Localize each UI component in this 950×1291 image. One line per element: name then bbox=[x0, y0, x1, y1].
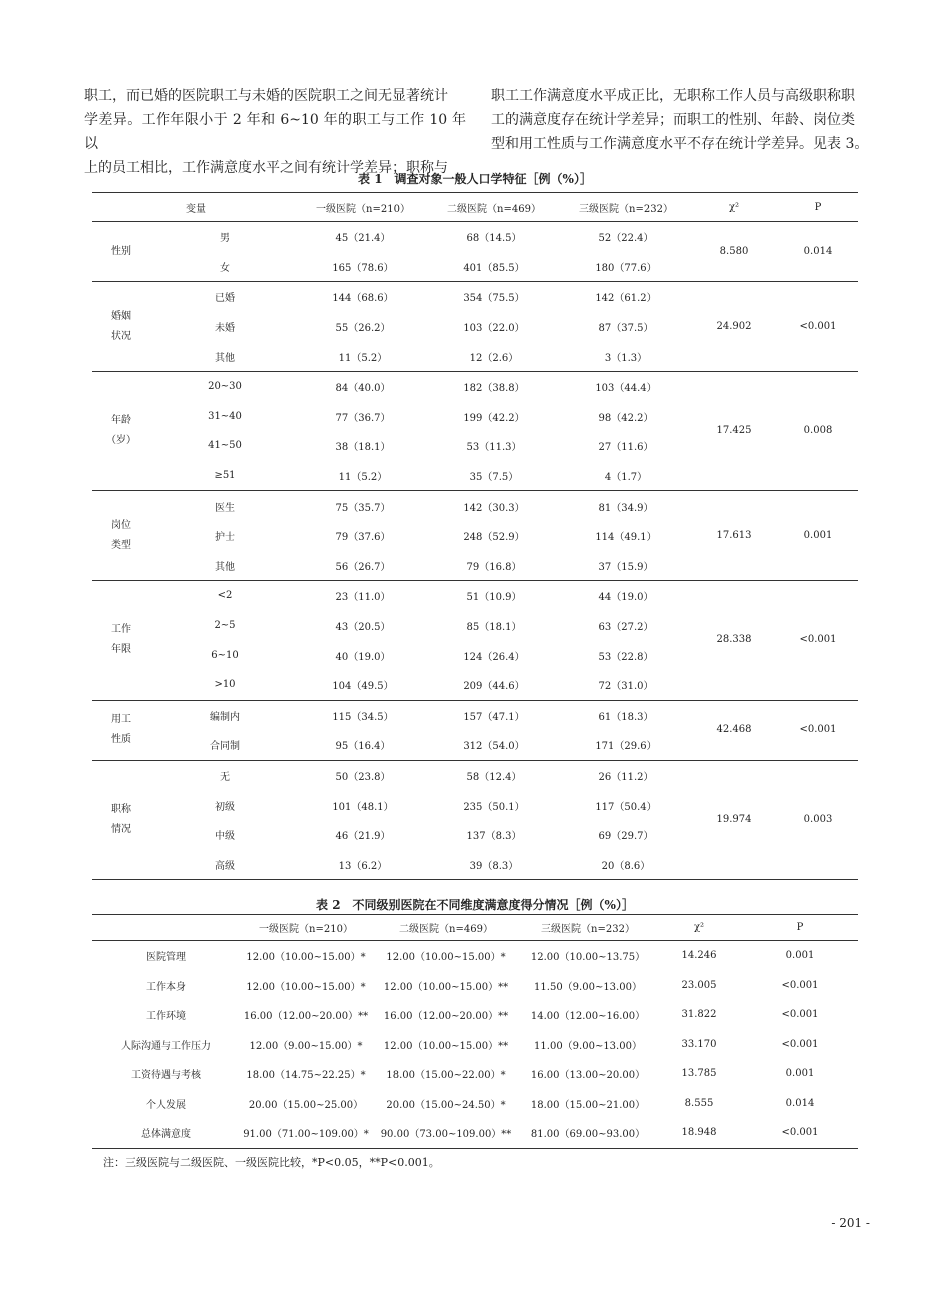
table1-group-label: 用工 性质 bbox=[92, 700, 150, 760]
table-note: 注：三级医院与二级医院、一级医院比较，*P<0.05，**P<0.001。 bbox=[103, 1156, 440, 1169]
table1-cell: 84（40.0） bbox=[300, 371, 426, 401]
table1-cell: 144（68.6） bbox=[300, 282, 426, 312]
table1-cell: 171（29.6） bbox=[595, 741, 657, 753]
table1-cell: 56（26.7） bbox=[335, 561, 391, 573]
body-line: 职工，而已婚的医院职工与未婚的医院职工之间无显著统计 bbox=[84, 88, 448, 104]
table2-cell: 18.948 bbox=[681, 1127, 717, 1139]
table2-satisfaction bbox=[92, 914, 858, 1149]
table1-cell: 124（26.4） bbox=[463, 651, 525, 663]
table1-category: 无 bbox=[150, 760, 300, 790]
table2-row bbox=[92, 971, 858, 1001]
table1-group-chi: 19.974 bbox=[690, 760, 778, 879]
table1-row bbox=[92, 760, 858, 790]
table1-category: 2~5 bbox=[214, 620, 236, 632]
table1-category: 41~50 bbox=[208, 440, 242, 452]
table1-cell: 104（49.5） bbox=[332, 681, 394, 693]
page-number: - 201 - bbox=[831, 1216, 870, 1230]
table2-header-dimension bbox=[92, 915, 240, 941]
table2-cell: 18.00（15.00~22.00）* bbox=[386, 1070, 506, 1082]
table1-cell: 53（22.8） bbox=[598, 651, 654, 663]
table2-cell: 11.50（9.00~13.00） bbox=[534, 981, 642, 993]
table1-category: 初级 bbox=[215, 801, 235, 813]
table1-category: 女 bbox=[220, 262, 230, 274]
table1-cell: 85（18.1） bbox=[466, 622, 522, 634]
table1-cell: 98（42.2） bbox=[598, 412, 654, 424]
table1-cell: 180（77.6） bbox=[595, 262, 657, 274]
table1-row bbox=[92, 491, 858, 521]
table2-cell: 81.00（69.00~93.00） bbox=[530, 1129, 646, 1141]
table1-group-label: 婚姻 状况 bbox=[92, 282, 150, 372]
table1-cell: 79（37.6） bbox=[335, 532, 391, 544]
table2-cell: <0.001 bbox=[781, 979, 819, 991]
table1-cell: 103（44.4） bbox=[562, 371, 690, 401]
table1-cell: 40（19.0） bbox=[335, 651, 391, 663]
table2-cell: 11.00（9.00~13.00） bbox=[534, 1040, 642, 1052]
table1-group-label: 年龄 （岁） bbox=[92, 371, 150, 490]
body-line: 工的满意度存在统计学差异；而职工的性别、年龄、岗位类 bbox=[491, 112, 855, 128]
table1-category: 6~10 bbox=[211, 649, 239, 661]
table1-cell: 69（29.7） bbox=[598, 831, 654, 843]
table1-cell: 51（10.9） bbox=[426, 581, 562, 611]
table2-row bbox=[92, 1118, 858, 1148]
table2-cell: 12.00（10.00~15.00）* bbox=[246, 952, 366, 964]
table1-header-chi: χ² bbox=[690, 193, 778, 222]
table1-cell: 52（22.4） bbox=[598, 233, 654, 245]
table1-group-chi: 8.580 bbox=[719, 245, 749, 257]
table1-cell: 53（11.3） bbox=[466, 442, 522, 454]
table2-cell: <0.001 bbox=[781, 1038, 819, 1050]
table1-category: 高级 bbox=[215, 860, 235, 872]
table1-body bbox=[92, 222, 858, 880]
table2-cell: 0.001 bbox=[785, 1068, 815, 1080]
table1-cell: 401（85.5） bbox=[463, 262, 525, 274]
table2-cell: 20.00（15.00~25.00） bbox=[248, 1099, 364, 1111]
table1-cell: 37（15.9） bbox=[598, 561, 654, 573]
body-line: 学差异。工作年限小于 2 年和 6~10 年的职工与工作 10 年以 bbox=[84, 112, 466, 152]
table1-cell: 46（21.9） bbox=[335, 831, 391, 843]
table1-category: 其他 bbox=[215, 352, 235, 364]
table1-group-label: 工作 年限 bbox=[92, 581, 150, 700]
table1-cell: 20（8.6） bbox=[601, 860, 651, 872]
table2-dimension: 工作环境 bbox=[146, 1011, 186, 1023]
table1-cell: 142（30.3） bbox=[426, 491, 562, 521]
table1-category: 编制内 bbox=[150, 700, 300, 730]
table2-row bbox=[92, 1030, 858, 1060]
table2-cell: 12.00（10.00~15.00）** bbox=[383, 981, 509, 993]
table1-group-p: 0.014 bbox=[803, 245, 833, 257]
table2-cell: 20.00（15.00~24.50）* bbox=[386, 1099, 506, 1111]
table1-header-level3: 三级医院（n=232） bbox=[562, 193, 690, 222]
table1-group-p: 0.003 bbox=[778, 760, 858, 879]
table2-cell: 23.005 bbox=[681, 979, 717, 991]
table2-cell: <0.001 bbox=[781, 1127, 819, 1139]
table1-cell: 13（6.2） bbox=[338, 860, 388, 872]
table2-cell: 0.014 bbox=[785, 1097, 815, 1109]
table1-cell: 182（38.8） bbox=[426, 371, 562, 401]
table1-group-p: 0.001 bbox=[778, 491, 858, 581]
table1-cell: 61（18.3） bbox=[562, 700, 690, 730]
table2-cell: 90.00（73.00~109.00）** bbox=[380, 1129, 512, 1141]
table1-cell: 26（11.2） bbox=[562, 760, 690, 790]
table1-category: 31~40 bbox=[208, 410, 242, 422]
table2-header-p: P bbox=[742, 915, 858, 941]
table1-cell: 23（11.0） bbox=[300, 581, 426, 611]
table1-row bbox=[92, 700, 858, 730]
table1-category: 未婚 bbox=[215, 323, 235, 335]
table2-cell: 14.246 bbox=[681, 950, 717, 962]
table1-demographics bbox=[92, 192, 858, 880]
table1-group-label: 性别 bbox=[111, 245, 131, 257]
table2-caption: 表 2 不同级别医院在不同维度满意度得分情况［例（%）］ bbox=[316, 898, 634, 912]
table2-cell: 12.00（10.00~15.00）* bbox=[386, 952, 506, 964]
table1-cell: 77（36.7） bbox=[335, 412, 391, 424]
table1-row bbox=[92, 282, 858, 312]
table1-cell: 44（19.0） bbox=[562, 581, 690, 611]
table1-caption: 表 1 调查对象一般人口学特征［例（%）］ bbox=[358, 172, 592, 186]
table1-category: 其他 bbox=[215, 561, 235, 573]
table1-cell: 3（1.3） bbox=[604, 352, 648, 364]
table2-dimension: 人际沟通与工作压力 bbox=[121, 1040, 211, 1052]
table1-category: ≥51 bbox=[214, 470, 236, 482]
table1-cell: 81（34.9） bbox=[562, 491, 690, 521]
table2-dimension: 工资待遇与考核 bbox=[131, 1070, 201, 1082]
table1-cell: 58（12.4） bbox=[426, 760, 562, 790]
table1-row bbox=[92, 581, 858, 611]
table1-group-chi: 42.468 bbox=[690, 700, 778, 760]
table2-dimension: 总体满意度 bbox=[141, 1129, 191, 1141]
table1-cell: 38（18.1） bbox=[335, 442, 391, 454]
table1-cell: 157（47.1） bbox=[426, 700, 562, 730]
table1-cell: 11（5.2） bbox=[338, 472, 388, 484]
table1-cell: 117（50.4） bbox=[595, 801, 657, 813]
table2-header-chi: χ² bbox=[656, 915, 742, 941]
table2-dimension: 个人发展 bbox=[146, 1099, 186, 1111]
table1-cell: 95（16.4） bbox=[335, 741, 391, 753]
table1-cell: 142（61.2） bbox=[562, 282, 690, 312]
table1-category: 20~30 bbox=[150, 371, 300, 401]
table1-group-label: 职称 情况 bbox=[92, 760, 150, 879]
table1-category: 已婚 bbox=[150, 282, 300, 312]
table2-header-level3: 三级医院（n=232） bbox=[520, 915, 656, 941]
table2-cell: 33.170 bbox=[681, 1038, 717, 1050]
table2-cell: 91.00（71.00~109.00）* bbox=[243, 1129, 369, 1141]
body-text-right-column bbox=[491, 84, 873, 156]
table2-cell: 16.00（13.00~20.00） bbox=[530, 1070, 646, 1082]
table1-category: >10 bbox=[214, 679, 236, 691]
table1-group-chi: 17.613 bbox=[690, 491, 778, 581]
table1-cell: 55（26.2） bbox=[335, 323, 391, 335]
table1-cell: 68（14.5） bbox=[466, 233, 522, 245]
table2-header-row bbox=[92, 915, 858, 941]
table1-category: <2 bbox=[150, 581, 300, 611]
table2-cell: <0.001 bbox=[781, 1009, 819, 1021]
table2-row bbox=[92, 1000, 858, 1030]
table1-header-variable: 变量 bbox=[92, 193, 300, 222]
table2-row bbox=[92, 1059, 858, 1089]
table1-cell: 199（42.2） bbox=[463, 412, 525, 424]
table2-cell: 16.00（12.00~20.00）** bbox=[243, 1011, 369, 1023]
body-line: 上的员工相比，工作满意度水平之间有统计学差异；职称与 bbox=[84, 160, 448, 176]
table2-row bbox=[92, 941, 858, 971]
table1-category: 合同制 bbox=[210, 741, 240, 753]
table1-cell: 43（20.5） bbox=[335, 622, 391, 634]
table1-cell: 354（75.5） bbox=[426, 282, 562, 312]
table1-cell: 45（21.4） bbox=[335, 233, 391, 245]
table1-group-chi: 28.338 bbox=[690, 581, 778, 700]
table1-cell: 312（54.0） bbox=[463, 741, 525, 753]
table2-dimension: 医院管理 bbox=[146, 952, 186, 964]
table2-cell: 12.00（9.00~15.00）* bbox=[249, 1040, 363, 1052]
table1-cell: 235（50.1） bbox=[463, 801, 525, 813]
table1-row bbox=[92, 222, 858, 252]
table1-cell: 72（31.0） bbox=[598, 681, 654, 693]
table2-cell: 31.822 bbox=[681, 1009, 717, 1021]
table1-header-row bbox=[92, 193, 858, 222]
table2-dimension: 工作本身 bbox=[146, 981, 186, 993]
table2-cell: 14.00（12.00~16.00） bbox=[530, 1011, 646, 1023]
table1-row bbox=[92, 371, 858, 401]
table2-header-level1: 一级医院（n=210） bbox=[240, 915, 372, 941]
table1-cell: 11（5.2） bbox=[338, 352, 388, 364]
table2-cell: 12.00（10.00~15.00）* bbox=[246, 981, 366, 993]
table2-body bbox=[92, 941, 858, 1149]
table1-group-chi: 17.425 bbox=[690, 371, 778, 490]
table1-category: 护士 bbox=[215, 532, 235, 544]
table1-cell: 248（52.9） bbox=[463, 532, 525, 544]
table1-cell: 75（35.7） bbox=[300, 491, 426, 521]
table1-cell: 39（8.3） bbox=[469, 860, 519, 872]
table1-cell: 4（1.7） bbox=[604, 472, 648, 484]
table1-header-level2: 二级医院（n=469） bbox=[426, 193, 562, 222]
table1-cell: 114（49.1） bbox=[595, 532, 657, 544]
table2-cell: 12.00（10.00~15.00）** bbox=[383, 1040, 509, 1052]
table1-header-level1: 一级医院（n=210） bbox=[300, 193, 426, 222]
table1-cell: 101（48.1） bbox=[332, 801, 394, 813]
table1-cell: 35（7.5） bbox=[469, 472, 519, 484]
table1-group-p: 0.008 bbox=[778, 371, 858, 490]
body-text-left-column bbox=[84, 84, 466, 180]
table1-cell: 79（16.8） bbox=[466, 561, 522, 573]
table1-cell: 165（78.6） bbox=[332, 262, 394, 274]
table1-group-p: <0.001 bbox=[778, 282, 858, 372]
table1-cell: 87（37.5） bbox=[598, 323, 654, 335]
table2-cell: 18.00（14.75~22.25）* bbox=[246, 1070, 366, 1082]
table2-cell: 16.00（12.00~20.00）** bbox=[383, 1011, 509, 1023]
table2-header-level2: 二级医院（n=469） bbox=[372, 915, 520, 941]
table1-cell: 209（44.6） bbox=[463, 681, 525, 693]
table1-header-p: P bbox=[778, 193, 858, 222]
table1-group-label: 岗位 类型 bbox=[92, 491, 150, 581]
table1-group-p: <0.001 bbox=[778, 581, 858, 700]
table2-cell: 0.001 bbox=[785, 950, 815, 962]
body-line: 职工工作满意度水平成正比，无职称工作人员与高级职称职 bbox=[491, 88, 855, 104]
table2-cell: 13.785 bbox=[681, 1068, 717, 1080]
table2-cell: 8.555 bbox=[684, 1097, 714, 1109]
table1-category: 男 bbox=[220, 233, 230, 245]
table1-category: 医生 bbox=[150, 491, 300, 521]
table1-cell: 115（34.5） bbox=[300, 700, 426, 730]
table2-cell: 12.00（10.00~13.75） bbox=[530, 952, 646, 964]
table1-cell: 27（11.6） bbox=[598, 442, 654, 454]
table1-category: 中级 bbox=[215, 831, 235, 843]
table2-cell: 18.00（15.00~21.00） bbox=[530, 1099, 646, 1111]
table2-row bbox=[92, 1089, 858, 1119]
table1-cell: 63（27.2） bbox=[598, 622, 654, 634]
table1-group-chi: 24.902 bbox=[690, 282, 778, 372]
body-line: 型和用工性质与工作满意度水平不存在统计学差异。见表 3。 bbox=[491, 136, 869, 152]
table1-cell: 50（23.8） bbox=[300, 760, 426, 790]
table1-cell: 137（8.3） bbox=[466, 831, 522, 843]
table1-cell: 12（2.6） bbox=[469, 352, 519, 364]
table1-group-p: <0.001 bbox=[778, 700, 858, 760]
table1-cell: 103（22.0） bbox=[463, 323, 525, 335]
